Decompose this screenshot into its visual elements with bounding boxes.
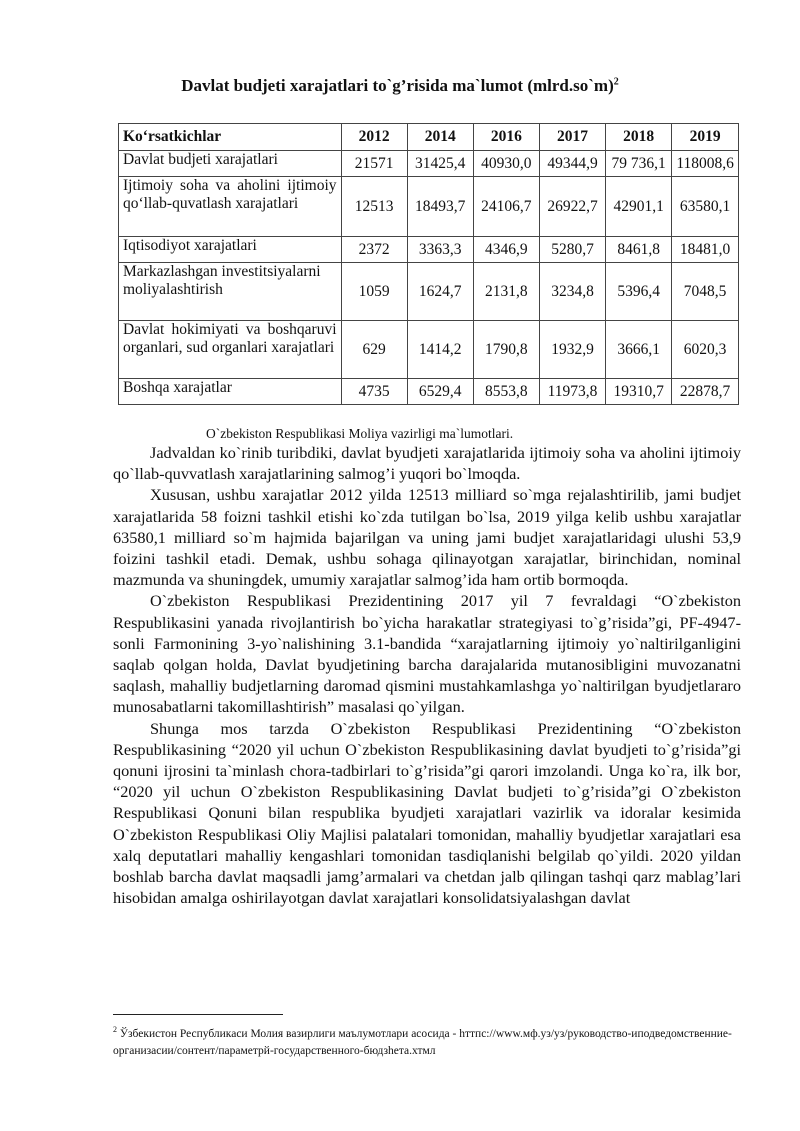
row-label: Davlat hokimiyati va boshqaruvi organlari, sud organlari xarajatlari	[119, 321, 342, 379]
table-cell: 42901,1	[606, 177, 672, 237]
table-cell: 21571	[341, 151, 407, 177]
table-row	[119, 379, 739, 405]
footnote-ref: 2	[613, 76, 619, 88]
table-cell: 22878,7	[672, 379, 739, 405]
header-cell: 2016	[473, 124, 539, 151]
paragraph: O`zbekiston Respublikasi Prezidentining 2017 yil 7 fevraldagi “O`zbekiston Respublikasini yanada rivojlantirish bo`yicha harakatlar strategiyasi to`g’risida”gi, PF-4947-sonli Farmonining 3-yo`nalishining 3.1-bandida “xarajatlarning ijtimoiy yo`naltirilganligini saqlab qolgan holda, Davlat byudjetining barcha darajalarida mutanosibligini muvozanatni saqlash, mahalliy budjetlarning daromad qismini mustahkamlashga yo`naltirilgan byudjetlararo munosabatlarni takomillashtirish” masalasi qo`yilgan.	[113, 591, 741, 717]
table-source-caption: O`zbekiston Respublikasi Moliya vazirligi ma`lumotlari.	[206, 426, 514, 441]
table-cell: 63580,1	[672, 177, 739, 237]
table-cell: 3234,8	[539, 263, 605, 321]
table-cell: 1059	[341, 263, 407, 321]
table-cell: 1624,7	[407, 263, 473, 321]
table-cell: 12513	[341, 177, 407, 237]
row-label: Markazlashgan investitsiyalarni moliyalashtirish	[119, 263, 342, 321]
table-cell: 3363,3	[407, 237, 473, 263]
table-row	[119, 151, 739, 177]
table-cell: 5280,7	[539, 237, 605, 263]
table-cell: 1790,8	[473, 321, 539, 379]
table-cell: 11973,8	[539, 379, 605, 405]
table-cell: 2372	[341, 237, 407, 263]
table-cell: 18481,0	[672, 237, 739, 263]
row-label: Iqtisodiyot xarajatlari	[119, 237, 342, 263]
table-cell: 79 736,1	[606, 151, 672, 177]
table-cell: 6529,4	[407, 379, 473, 405]
table-cell: 26922,7	[539, 177, 605, 237]
header-cell: 2019	[672, 124, 739, 151]
table-cell: 118008,6	[672, 151, 739, 177]
row-label: Boshqa xarajatlar	[119, 379, 342, 405]
header-cell: 2017	[539, 124, 605, 151]
header-cell: 2018	[606, 124, 672, 151]
table-cell: 40930,0	[473, 151, 539, 177]
table-cell: 49344,9	[539, 151, 605, 177]
body-text	[113, 442, 741, 908]
table-cell: 2131,8	[473, 263, 539, 321]
footnote-text: Ўзбекистон Республикаси Молия вазирлиги маълумотлари асосида - hттпс://www.мф.уз/уз/руководство-иподведомственние-организасии/сонтент/параметрй-государственного-бюдзhета.хтмл	[113, 1027, 732, 1057]
table-cell: 8553,8	[473, 379, 539, 405]
table-cell: 4735	[341, 379, 407, 405]
table-header-row	[119, 124, 739, 151]
table-title-text: Davlat budjeti xarajatlari to`g’risida ma`lumot (mlrd.so`m)	[181, 76, 614, 95]
paragraph: Jadvaldan ko`rinib turibdiki, davlat byudjeti xarajatlarida ijtimoiy soha va aholini ijtimoiy qo`llab-quvvatlash xarajatlarining salmog’i yuqori bo`lmoqda.	[113, 443, 741, 484]
table-row	[119, 321, 739, 379]
table-cell: 4346,9	[473, 237, 539, 263]
table-cell: 1414,2	[407, 321, 473, 379]
table-cell: 1932,9	[539, 321, 605, 379]
table-cell: 24106,7	[473, 177, 539, 237]
table-cell: 6020,3	[672, 321, 739, 379]
table-cell: 19310,7	[606, 379, 672, 405]
budget-expenditure-table	[118, 123, 739, 405]
footnote-marker: 2	[113, 1025, 117, 1034]
header-cell: 2012	[341, 124, 407, 151]
table-cell: 31425,4	[407, 151, 473, 177]
table-cell: 5396,4	[606, 263, 672, 321]
table-cell: 7048,5	[672, 263, 739, 321]
table-row	[119, 177, 739, 237]
table-title	[110, 76, 690, 96]
header-cell: Ko‘rsatkichlar	[119, 124, 342, 151]
row-label: Davlat budjeti xarajatlari	[119, 151, 342, 177]
table-row	[119, 263, 739, 321]
paragraph: Shunga mos tarzda O`zbekiston Respublikasi Prezidentining “O`zbekiston Respublikasining “2020 yil uchun O`zbekiston Respublikasining davlat byudjeti to`g’risida”gi qonuni ijrosini ta`minlash chora-tadbirlari to`g’risida”gi qarori imzolandi. Unga ko`ra, ilk bor, “2020 yil uchun O`zbekiston Respublikasining Davlat budjeti to`g’risida”gi O`zbekiston Respublikasi Qonuni bilan respublika byudjeti xarajatlari vazirlik va idoralar kesimida O`zbekiston Respublikasi Oliy Majlisi palatalari tomonidan, mahalliy byudjetlar xarajatlari esa xalq deputatlari mahalliy kengashlari tomonidan tasdiqlanishi belgilab qo`yildi. 2020 yildan boshlab barcha davlat maqsadli jamg’armalari va chetdan jalb qilingan tashqi qarz mablag’lari hisobidan amalga oshirilayotgan davlat xarajatlari konsolidatsiyalashgan davlat	[113, 718, 741, 908]
table-row	[119, 237, 739, 263]
footnote	[113, 1021, 741, 1060]
table-cell: 3666,1	[606, 321, 672, 379]
row-label: Ijtimoiy soha va aholini ijtimoiy qo‘llab-quvatlash xarajatlari	[119, 177, 342, 237]
table-cell: 18493,7	[407, 177, 473, 237]
paragraph: Xususan, ushbu xarajatlar 2012 yilda 12513 milliard so`mga rejalashtirilib, jami budjet xarajatlarida 58 foizni tashkil etishi ko`zda tutilgan bo`lsa, 2019 yilga kelib ushbu xarajatlar 63580,1 milliard so`m hajmida bajarilgan va uning jami budjet xarajatlaridagi ulushi 53,9 foizini tashkil etadi. Demak, ushbu sohaga qilinayotgan xarajatlar, birinchidan, nominal mazmunda va shuningdek, umumiy xarajatlar salmog’ida ham ortib bormoqda.	[113, 485, 741, 590]
header-cell: 2014	[407, 124, 473, 151]
table-cell: 629	[341, 321, 407, 379]
footnote-separator	[113, 1014, 283, 1015]
table-cell: 8461,8	[606, 237, 672, 263]
